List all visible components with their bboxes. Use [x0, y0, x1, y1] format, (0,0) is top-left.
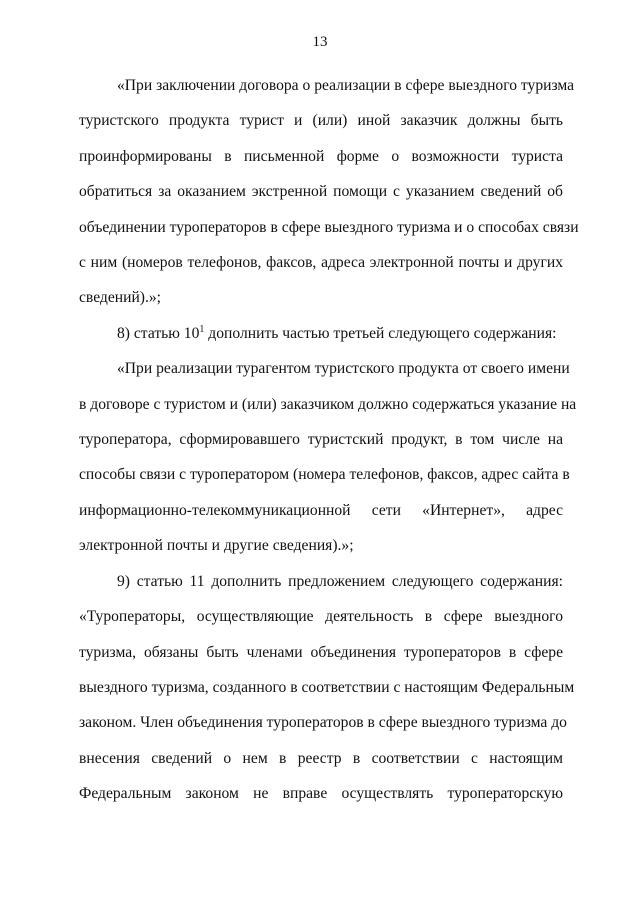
text-line: «При реализации турагентом туристского продукта от своего имени	[117, 360, 570, 378]
text-line: внесения сведений о нем в реестр в соответствии с настоящим	[79, 749, 563, 767]
text-line: выездного туризма, созданного в соответствии с настоящим Федеральным	[79, 678, 575, 696]
text-line: Федеральным законом не вправе осуществлять туроператорскую	[79, 785, 563, 803]
page-number: 13	[312, 34, 328, 50]
text-line: туризма, обязаны быть членами объединения туроператоров в сфере	[79, 643, 563, 661]
text-line: «При заключении договора о реализации в сфере выездного туризма	[117, 77, 575, 94]
text-line: объединении туроператоров в сфере выездного туризма и о способах связи	[79, 218, 579, 236]
superscript-marker: 1	[199, 323, 205, 335]
text-line: туристского продукта турист и (или) иной заказчик должны быть	[79, 112, 563, 130]
item-8-text-end: дополнить частью третьей следующего содержания:	[204, 324, 557, 342]
item-9-line: 9) статью 11 дополнить предложением следующего содержания:	[117, 572, 563, 590]
item-8-text-start: 8) статью 10	[117, 324, 200, 342]
text-line: электронной почты и другие сведения).»;	[79, 537, 354, 555]
text-line: проинформированы в письменной форме о возможности туриста	[79, 147, 563, 165]
text-line: информационно-телекоммуникационной сети «Интернет», адрес	[79, 501, 563, 519]
text-line: туроператора, сформировавшего туристский продукт, в том числе на	[79, 431, 563, 449]
text-line: «Туроператоры, осуществляющие деятельность в сфере выездного	[79, 608, 563, 626]
document-body	[79, 68, 579, 812]
text-line: сведений).»;	[79, 289, 162, 307]
text-line: способы связи с туроператором (номера телефонов, факсов, адрес сайта в	[79, 466, 570, 484]
text-line: в договоре с туристом и (или) заказчиком должно содержаться указание на	[79, 395, 577, 413]
text-line: законом. Член объединения туроператоров в сфере выездного туризма до	[79, 714, 567, 732]
text-line: обратиться за оказанием экстренной помощи с указанием сведений об	[79, 183, 563, 201]
item-8-line	[79, 316, 563, 351]
text-line: с ним (номеров телефонов, факсов, адреса электронной почты и других	[79, 254, 563, 272]
